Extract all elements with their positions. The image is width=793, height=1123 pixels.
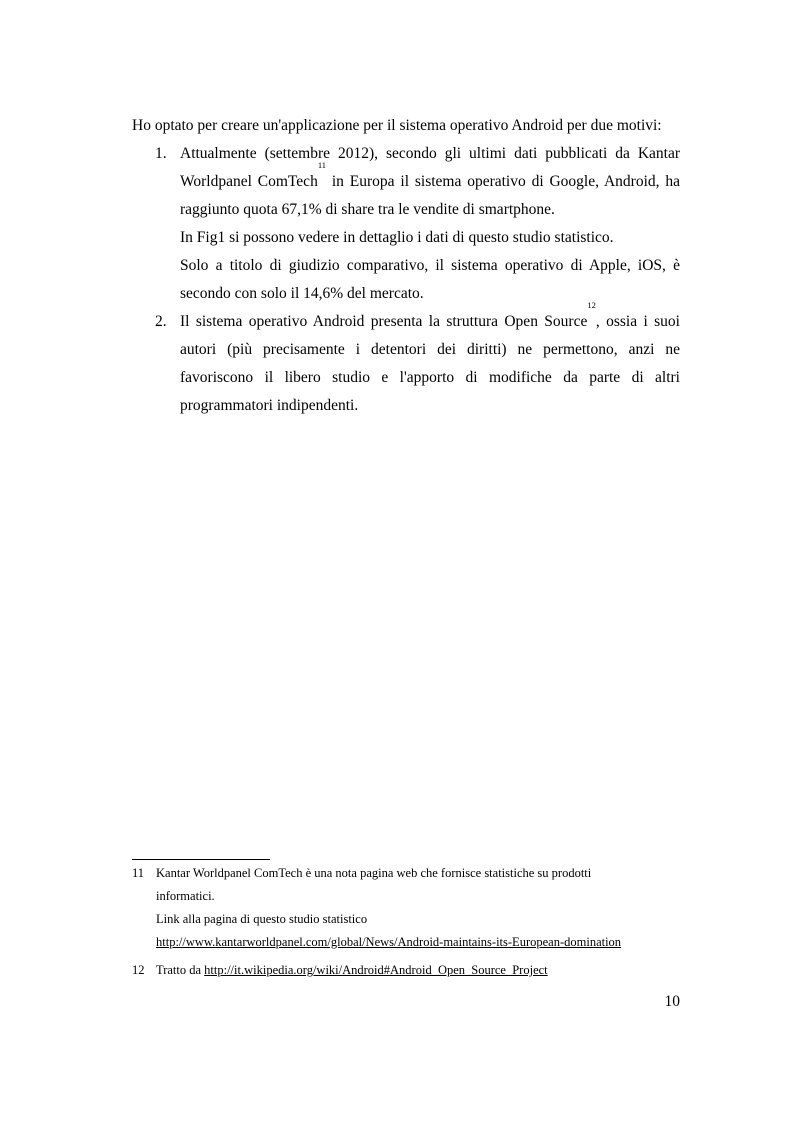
paragraph-text: Attualmente (settembre 2012), secondo gli ultimi dati pubblicati da Kantar Worldpanel ComTech [180, 145, 680, 190]
list-item-paragraph [180, 300, 680, 420]
list-item [132, 300, 680, 420]
footnote-11 [132, 862, 692, 954]
list-item-number: 2. [155, 313, 167, 330]
footnote-separator [132, 859, 270, 860]
list-item-paragraph: In Fig1 si possono vedere in dettaglio i dati di questo studio statistico. [180, 229, 614, 246]
list-item-number: 1. [155, 145, 167, 162]
footnote-line: informatici. [156, 889, 215, 903]
footnote-12 [132, 959, 692, 982]
paragraph-text: Il sistema operativo Android presenta la struttura Open Source [180, 313, 588, 330]
list-item-paragraph [180, 140, 680, 224]
footnote-number: 12 [132, 963, 145, 977]
paragraph-text: in Europa il sistema operativo di Google, Android, ha raggiunto quota 67,1% di share tra le vendite di smartphone. [180, 173, 681, 218]
paragraph-text: , ossia i suoi autori (più precisamente i detentori dei diritti) ne permettono, anzi ne favoriscono il libero studio e l'apporto di modifiche da parte di altri programmatori indipendenti. [180, 313, 680, 414]
footnote-ref-11[interactable]: 11 [317, 160, 327, 170]
footnote-line: Kantar Worldpanel ComTech è una nota pagina web che fornisce statistiche su prodotti [156, 866, 592, 880]
footnotes [132, 862, 692, 982]
footnote-prefix: Tratto da [156, 963, 205, 977]
footnote-link[interactable]: http://www.kantarworldpanel.com/global/News/Android-maintains-its-European-domination [156, 935, 622, 949]
footnote-ref-12[interactable]: 12 [587, 300, 596, 310]
footnote-line [156, 959, 692, 982]
list-item [132, 140, 680, 308]
list-item-paragraph: Solo a titolo di giudizio comparativo, il sistema operativo di Apple, iOS, è secondo con solo il 14,6% del mercato. [180, 257, 680, 302]
footnote-link[interactable]: http://it.wikipedia.org/wiki/Android#Android_Open_Source_Project [204, 963, 548, 977]
footnote-line: Link alla pagina di questo studio statistico [156, 912, 368, 926]
reasons-list [132, 140, 680, 420]
main-text [132, 112, 680, 420]
footnote-number: 11 [132, 866, 145, 880]
page-number: 10 [664, 993, 680, 1010]
intro-paragraph: Ho optato per creare un'applicazione per il sistema operativo Android per due motivi: [132, 117, 662, 134]
footnote-line [156, 931, 692, 954]
